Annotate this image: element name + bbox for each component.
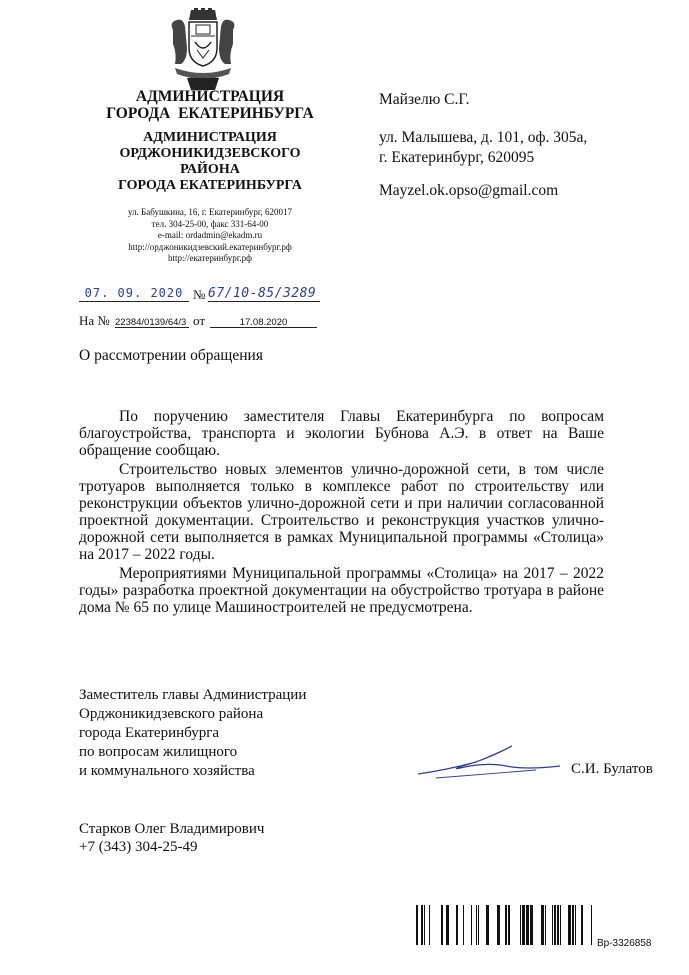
barcode-bar bbox=[522, 905, 525, 945]
barcode-bar bbox=[581, 905, 583, 945]
reg-date-field bbox=[79, 284, 189, 302]
barcode-bar bbox=[416, 905, 418, 945]
signatory-line3: города Екатеринбурга bbox=[79, 725, 220, 741]
org-site1: http://орджоникидзевский.екатеринбург.рф bbox=[128, 241, 292, 252]
barcode-bar bbox=[560, 905, 561, 945]
recipient-city: г. Екатеринбург, 620095 bbox=[379, 149, 535, 166]
document-code: Вр-3326858 bbox=[597, 938, 652, 949]
barcode-bar bbox=[530, 905, 533, 945]
barcode-bar bbox=[557, 905, 559, 945]
handwritten-signature bbox=[416, 740, 566, 785]
reg-number: 67/10-85/3289 bbox=[208, 286, 317, 301]
barcode-bar bbox=[541, 905, 544, 945]
org-sub-line1: АДМИНИСТРАЦИЯ bbox=[143, 130, 277, 145]
executor-block bbox=[79, 820, 264, 856]
barcode-bar bbox=[441, 905, 443, 945]
signatory-line2: Орджоникидзевского района bbox=[79, 706, 264, 722]
body-paragraph-1: По поручению заместителя Главы Екатеринбурга по вопросам благоустройства, транспорта и экологии Бубнова А.Э. в ответ на Ваше обращение сообщаю. bbox=[79, 408, 604, 459]
reg-number-label: № bbox=[193, 287, 206, 302]
signatory-name: С.И. Булатов bbox=[571, 761, 653, 777]
barcode-bar bbox=[505, 905, 507, 945]
signatory-line5: и коммунального хозяйства bbox=[79, 763, 255, 779]
org-name-district bbox=[90, 130, 330, 194]
ref-from-label: от bbox=[193, 313, 206, 328]
ref-date: 17.08.2020 bbox=[239, 317, 288, 328]
org-name-city bbox=[90, 88, 330, 122]
org-sub-line2: ОРДЖОНИКИДЗЕВСКОГО bbox=[119, 146, 301, 161]
org-contacts bbox=[90, 207, 330, 265]
coat-of-arms-icon bbox=[167, 8, 239, 92]
executor-name: Старков Олег Владимирович bbox=[79, 821, 265, 837]
barcode-bar bbox=[421, 905, 423, 945]
letter-subject: О рассмотрении обращения bbox=[79, 347, 263, 364]
ref-date-field bbox=[210, 312, 317, 328]
barcode-bar bbox=[478, 905, 479, 945]
signatory-title bbox=[79, 686, 306, 781]
barcode-bar bbox=[486, 905, 489, 945]
document-barcode bbox=[416, 905, 594, 945]
org-sub-line3: РАЙОНА bbox=[180, 162, 240, 177]
barcode-bar bbox=[554, 905, 556, 945]
barcode-bar bbox=[520, 905, 521, 945]
letter-body bbox=[79, 408, 604, 616]
barcode-bar bbox=[526, 905, 529, 945]
recipient-name: Майзелю С.Г. bbox=[379, 91, 470, 108]
org-top-line2: ГОРОДА ЕКАТЕРИНБУРГА bbox=[106, 105, 314, 122]
reg-date: 07. 09. 2020 bbox=[84, 286, 184, 300]
org-address: ул. Бабушкина, 16, г. Екатеринбург, 620017 bbox=[127, 207, 293, 217]
ref-number: 22384/0139/64/3 bbox=[115, 317, 187, 328]
barcode-bar bbox=[424, 905, 425, 945]
body-paragraph-3: Мероприятиями Муниципальной программы «Столица» на 2017 – 2022 годы» разработка проектной документации на обустройство тротуара в районе дома № 65 по улице Машиностроителей не предусмотрена. bbox=[79, 565, 604, 616]
executor-phone: +7 (343) 304-25-49 bbox=[79, 839, 198, 855]
barcode-bar bbox=[568, 905, 571, 945]
org-sub-line4: ГОРОДА ЕКАТЕРИНБУРГА bbox=[118, 178, 302, 193]
signatory-line4: по вопросам жилищного bbox=[79, 744, 238, 760]
barcode-bar bbox=[476, 905, 477, 945]
barcode-bar bbox=[471, 905, 472, 945]
signatory-line1: Заместитель главы Администрации bbox=[79, 687, 307, 703]
org-email: e-mail: ordadmin@ekadm.ru bbox=[157, 230, 263, 240]
recipient-block bbox=[379, 90, 587, 201]
body-paragraph-2: Строительство новых элементов улично-дорожной сети, в том числе тротуаров выполняется только в комплексе работ по строительству или реконструкции объектов улично-дорожной сети и при наличии согласованной проектной документации. Строительство и реконструкция участков улично-дорожной сети выполняется в рамках Муниципальной программы «Столица» на 2017 – 2022 годы. bbox=[79, 461, 604, 563]
barcode-bar bbox=[429, 905, 430, 945]
reg-number-field bbox=[208, 284, 320, 302]
barcode-bar bbox=[575, 905, 576, 945]
org-site2: http://екатеринбург.рф bbox=[167, 253, 253, 263]
recipient-email: Mayzel.ok.opso@gmail.com bbox=[379, 182, 559, 199]
recipient-street: ул. Малышева, д. 101, оф. 305а, bbox=[379, 129, 588, 146]
barcode-bar bbox=[508, 905, 510, 945]
barcode-bar bbox=[463, 905, 464, 945]
barcode-bar bbox=[497, 905, 500, 945]
barcode-bar bbox=[552, 905, 553, 945]
org-top-line1: АДМИНИСТРАЦИЯ bbox=[135, 88, 285, 105]
barcode-bar bbox=[591, 905, 592, 945]
ref-label: На № bbox=[79, 313, 110, 328]
ref-number-field bbox=[115, 312, 189, 328]
barcode-bar bbox=[456, 905, 458, 945]
barcode-bar bbox=[446, 905, 449, 945]
org-phone: тел. 304-25-00, факс 331-64-00 bbox=[151, 218, 269, 229]
barcode-bar bbox=[572, 905, 574, 945]
barcode-bar bbox=[545, 905, 546, 945]
